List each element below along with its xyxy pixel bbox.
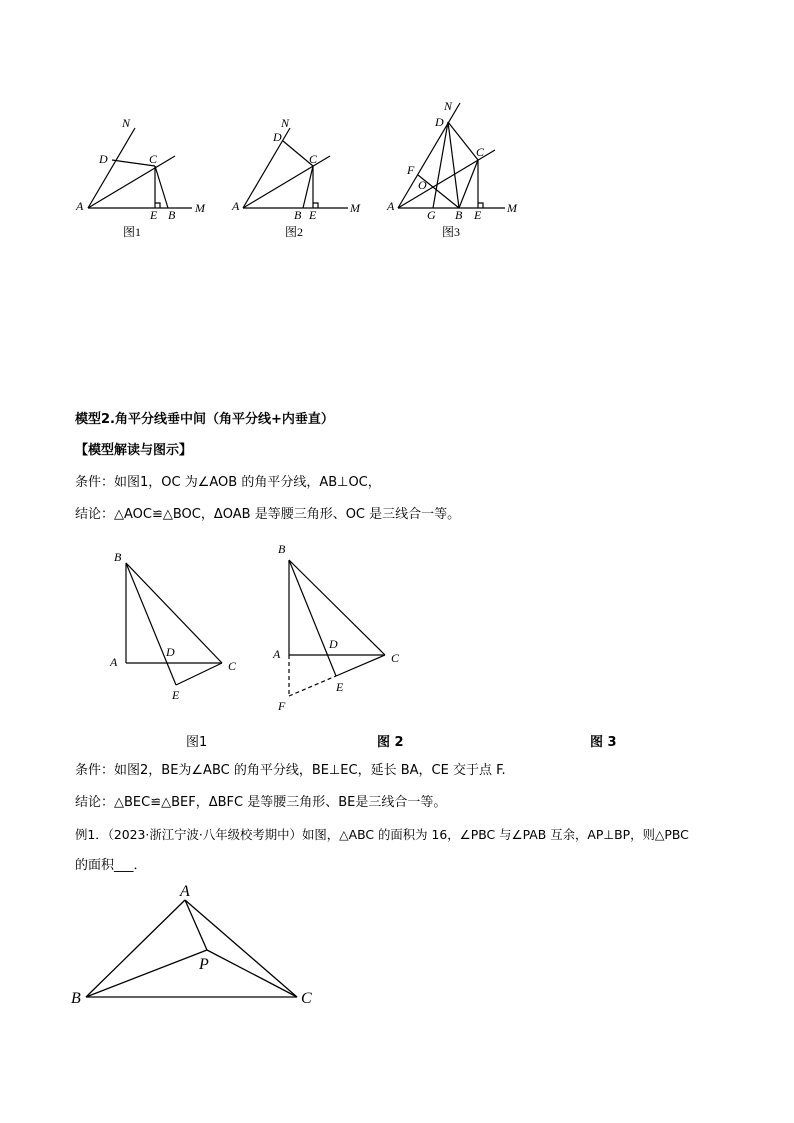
segment-BE: [126, 563, 176, 685]
example-figure: [0, 875, 794, 1015]
label-A: A: [110, 655, 118, 669]
top-figure-2-labels: [231, 116, 361, 239]
condition-2: 条件：如图2，BE为∠ABC 的角平分线，BE⊥EC，延长 BA，CE 交于点 F.: [75, 763, 506, 778]
top-figure-1: [88, 128, 192, 208]
segment-AP: [185, 900, 207, 950]
label-B: B: [278, 542, 286, 556]
label-A: A: [232, 199, 240, 213]
label-E: E: [309, 208, 317, 222]
mid-caption-fig3: 图 3: [590, 735, 617, 750]
mid-figure-2: [289, 560, 385, 696]
ray-AN: [243, 128, 290, 208]
label-D: D: [435, 115, 444, 129]
segment-DB: [448, 122, 459, 208]
label-F: F: [278, 699, 286, 713]
conclusion-2: 结论：△BEC≌△BEF，ΔBFC 是等腰三角形、BE是三线合一等。: [75, 795, 447, 810]
label-F: F: [407, 163, 415, 177]
label-E: E: [474, 208, 482, 222]
segment-BE: [289, 560, 336, 676]
mid-caption-fig2: 图 2: [377, 735, 404, 750]
condition-1: 条件：如图1，OC 为∠AOB 的角平分线，AB⊥OC，: [75, 475, 381, 490]
label-C: C: [309, 152, 318, 166]
segment-CB: [155, 166, 168, 208]
segment-EC: [336, 655, 385, 676]
top-figure-3-labels: [386, 99, 518, 239]
label-A: A: [76, 199, 84, 213]
label-D: D: [166, 645, 175, 659]
label-C: C: [476, 145, 485, 159]
segment-AC: [185, 900, 297, 997]
conclusion-1: 结论：△AOC≌△BOC，ΔOAB 是等腰三角形、OC 是三线合一等。: [75, 507, 461, 522]
label-B: B: [294, 208, 302, 222]
label-A: A: [387, 199, 395, 213]
mid-figure-2-labels: [272, 542, 400, 713]
segment-AB: [86, 900, 185, 997]
top-figure-1-labels: [75, 116, 206, 239]
label-A: A: [180, 883, 190, 900]
label-M: M: [507, 201, 517, 215]
label-D: D: [273, 130, 282, 144]
example-line-1: 例1．（2023·浙江宁波·八年级校考期中）如图，△ABC 的面积为 16，∠PBC 与∠PAB 互余，AP⊥BP，则△PBC: [75, 827, 689, 842]
label-B: B: [71, 990, 81, 1007]
label-E: E: [150, 208, 158, 222]
caption-fig1: 图1: [123, 225, 142, 239]
segment-CB: [303, 166, 313, 208]
mid-figures: [0, 535, 794, 715]
top-figure-3: [398, 103, 505, 208]
label-C: C: [391, 651, 400, 665]
label-A: A: [273, 647, 281, 661]
label-E: E: [172, 688, 180, 702]
mid-caption-fig1: 图1: [186, 735, 208, 750]
label-D: D: [99, 152, 108, 166]
label-N: N: [281, 116, 290, 130]
label-N: N: [444, 99, 453, 113]
caption-fig3: 图3: [442, 225, 461, 239]
segment-CB: [459, 160, 478, 208]
label-M: M: [350, 201, 360, 215]
segment-EC: [176, 663, 222, 685]
label-O: O: [418, 178, 427, 192]
top-figures: [0, 90, 794, 250]
segment-BP: [86, 950, 207, 997]
ray-AN: [88, 128, 135, 208]
label-B: B: [455, 208, 463, 222]
label-N: N: [122, 116, 131, 130]
label-P: P: [199, 956, 209, 973]
example-line-2: 的面积___．: [75, 858, 147, 873]
label-C: C: [228, 659, 237, 673]
segment-PC: [207, 950, 297, 997]
section-subheading: 【模型解读与图示】: [75, 443, 193, 458]
label-D: D: [329, 637, 338, 651]
dashed-FE: [289, 676, 336, 696]
label-B: B: [114, 550, 122, 564]
top-figure-2: [243, 128, 348, 208]
mid-figure-1: [126, 563, 222, 685]
label-C: C: [301, 990, 312, 1007]
section-heading: 模型2.角平分线垂中间（角平分线+内垂直）: [75, 412, 334, 427]
label-G: G: [427, 208, 436, 222]
label-B: B: [168, 208, 176, 222]
caption-fig2: 图2: [285, 225, 304, 239]
label-E: E: [336, 680, 344, 694]
ray-AN: [398, 103, 460, 208]
label-M: M: [195, 201, 205, 215]
label-C: C: [149, 152, 158, 166]
